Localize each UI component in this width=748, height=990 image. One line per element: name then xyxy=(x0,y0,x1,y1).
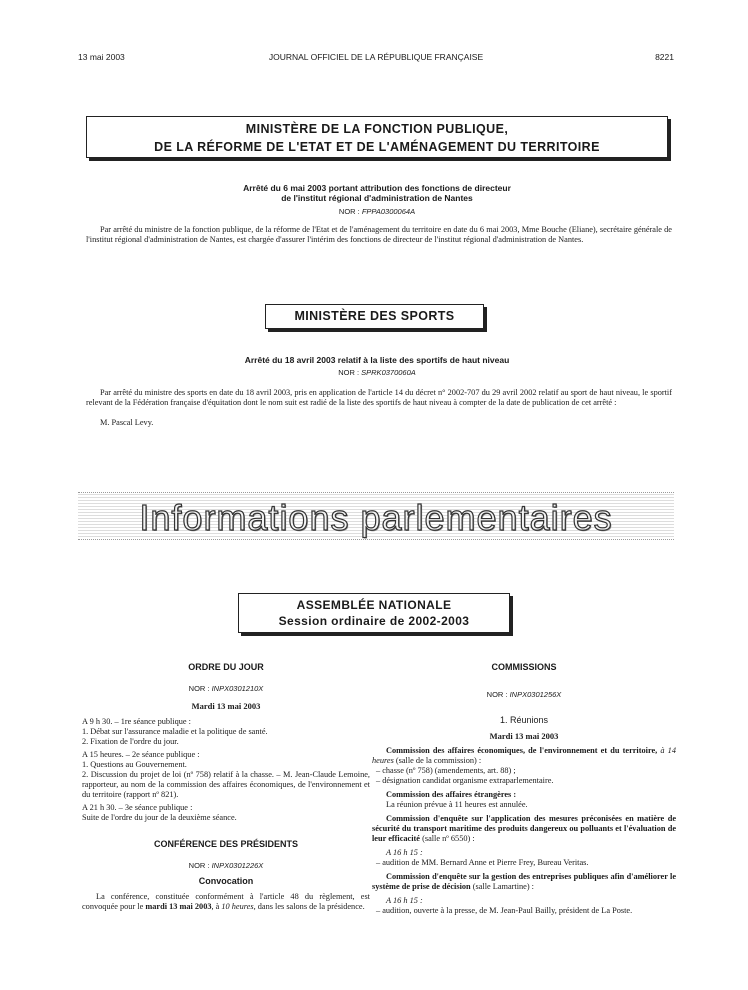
arrete2-name: M. Pascal Levy. xyxy=(100,418,154,427)
c4-title: Commission d'enquête sur la gestion des entreprises publiques afin d'améliorer le système de prise de décision xyxy=(372,872,676,891)
nor-code: SPRK0370060A xyxy=(361,368,416,377)
commission1-item1: – chasse (nº 758) (amendements, art. 88) ; xyxy=(376,766,516,775)
nor-label: NOR : xyxy=(486,690,510,699)
nor-label: NOR : xyxy=(338,368,362,377)
informations-parlementaires-banner xyxy=(78,492,674,540)
ministry1-line1: MINISTÈRE DE LA FONCTION PUBLIQUE, xyxy=(245,122,509,136)
reunions-heading: 1. Réunions xyxy=(499,715,549,725)
assembly-line2: Session ordinaire de 2002-2003 xyxy=(278,614,470,628)
arrete1-nor xyxy=(86,207,668,216)
page-number: 8221 xyxy=(655,52,674,62)
arrete2-text: Par arrêté du ministre des sports en date du 18 avril 2003, pris en application de l'article 14 du décret n° 2002-707 du 29 avril 2002 relatif au sport de haut niveau, le sportif relevant de la Fédération française d'équitation dont le nom suit est radié de la liste des sportifs de haut niveau à compter de la date de publication de cet arrêté : xyxy=(86,388,672,407)
nor-code: INPX0301210X xyxy=(211,684,264,693)
ordre-day: Mardi 13 mai 2003 xyxy=(191,701,261,711)
commission3-title xyxy=(372,814,676,844)
c1-title: Commission des affaires économiques, de l'environnement et du territoire, xyxy=(386,746,661,755)
arrete1-title xyxy=(86,183,668,203)
session3-item1: Suite de l'ordre du jour de la deuxième séance. xyxy=(82,813,237,822)
c3-title: Commission d'enquête sur l'application des mesures préconisées en matière de sécurité du transport maritime des produits dangereux ou polluants et l'évaluation de leur efficacité xyxy=(372,814,676,843)
header-date: 13 mai 2003 xyxy=(78,52,125,62)
commission2-text: La réunion prévue à 11 heures est annulée. xyxy=(386,800,528,809)
commission4-time: A 16 h 15 : xyxy=(386,896,423,905)
commission3-item1: – audition de MM. Bernard Anne et Pierre Frey, Bureau Veritas. xyxy=(376,858,589,867)
conference-text xyxy=(82,892,370,912)
assembly-line1: ASSEMBLÉE NATIONALE xyxy=(296,598,452,612)
arrete1-title-line1: Arrêté du 6 mai 2003 portant attribution des fonctions de directeur xyxy=(243,183,511,193)
arrete2-title: Arrêté du 18 avril 2003 relatif à la liste des sportifs de haut niveau xyxy=(244,355,510,365)
c4-room: (salle Lamartine) : xyxy=(470,882,534,891)
session2-item1: 1. Questions au Gouvernement. xyxy=(82,760,187,769)
commissions-heading: COMMISSIONS xyxy=(491,662,557,672)
journal-title: JOURNAL OFFICIEL DE LA RÉPUBLIQUE FRANÇAISE xyxy=(268,52,484,62)
commissions-nor xyxy=(372,690,676,699)
conf-text-c: , à xyxy=(211,902,222,911)
commissions-column xyxy=(372,662,676,916)
conference-heading: CONFÉRENCE DES PRÉSIDENTS xyxy=(153,839,299,849)
nor-label: NOR : xyxy=(188,684,212,693)
ordre-du-jour-heading: ORDRE DU JOUR xyxy=(188,662,264,672)
ministry1-line2: DE LA RÉFORME DE L'ETAT ET DE L'AMÉNAGEMENT DU TERRITOIRE xyxy=(154,140,600,154)
c1-time: à 14 heures xyxy=(372,746,676,765)
commissions-day: Mardi 13 mai 2003 xyxy=(489,731,559,741)
conf-text-b: mardi 13 mai 2003 xyxy=(145,902,212,911)
c3-room: (salle nº 6550) : xyxy=(420,834,475,843)
conference-nor xyxy=(82,861,370,870)
commission4-title xyxy=(372,872,676,892)
banner-text: Informations parlementaires xyxy=(139,497,613,538)
ministry-fonction-publique-box xyxy=(86,116,668,158)
session3-time: A 21 h 30. – 3e séance publique : xyxy=(82,803,193,812)
session1-item1: 1. Débat sur l'assurance maladie et la politique de santé. xyxy=(82,727,268,736)
conf-text-e: , dans les salons de la présidence. xyxy=(253,902,365,911)
session2-item2: 2. Discussion du projet de loi (nº 758) relatif à la chasse. – M. Jean-Claude Lemoine, rapporteur, au nom de la commission des affaires économiques, de l'environnement et du territoire (rapport nº 821). xyxy=(82,770,370,799)
conf-text-a: La conférence, constituée conformément à l'article 48 du règlement, est convoquée pour le xyxy=(82,892,370,911)
ministry2-line1: MINISTÈRE DES SPORTS xyxy=(294,309,455,323)
commission1-item2: – désignation candidat organisme extraparlementaire. xyxy=(376,776,554,785)
ordre-nor xyxy=(82,684,370,693)
nor-code: FPPA0300064A xyxy=(361,207,416,216)
session1-time: A 9 h 30. – 1re séance publique : xyxy=(82,717,191,726)
ministry-sports-box xyxy=(265,304,484,329)
commission4-item1: – audition, ouverte à la presse, de M. Jean-Paul Bailly, président de La Poste. xyxy=(376,906,633,915)
session1-item2: 2. Fixation de l'ordre du jour. xyxy=(82,737,179,746)
nor-label: NOR : xyxy=(188,861,212,870)
commission3-time: A 16 h 15 : xyxy=(386,848,423,857)
page-header xyxy=(78,52,674,66)
nor-code: INPX0301256X xyxy=(509,690,562,699)
nor-code: INPX0301226X xyxy=(211,861,264,870)
arrete1-title-line2: de l'institut régional d'administration de Nantes xyxy=(281,193,473,203)
convocation-heading: Convocation xyxy=(198,876,254,886)
commission1-title xyxy=(372,746,676,766)
commission2-title: Commission des affaires étrangères : xyxy=(386,790,517,799)
assemblee-nationale-box xyxy=(238,593,510,633)
arrete2-nor xyxy=(86,368,668,377)
arrete1-text: Par arrêté du ministre de la fonction publique, de la réforme de l'Etat et de l'aménagement du territoire en date du 6 mai 2003, Mme Bouche (Eliane), secrétaire générale de l'institut régional d'administration de Nantes, est chargée d'assurer l'intérim des fonctions de directeur de l'institut régional d'administration de Nantes. xyxy=(86,225,672,244)
nor-label: NOR : xyxy=(338,207,362,216)
conf-text-d: 10 heures xyxy=(221,902,254,911)
c1-room: (salle de la commission) : xyxy=(393,756,482,765)
session2-time: A 15 heures. – 2e séance publique : xyxy=(82,750,200,759)
ordre-du-jour-column xyxy=(82,662,370,912)
